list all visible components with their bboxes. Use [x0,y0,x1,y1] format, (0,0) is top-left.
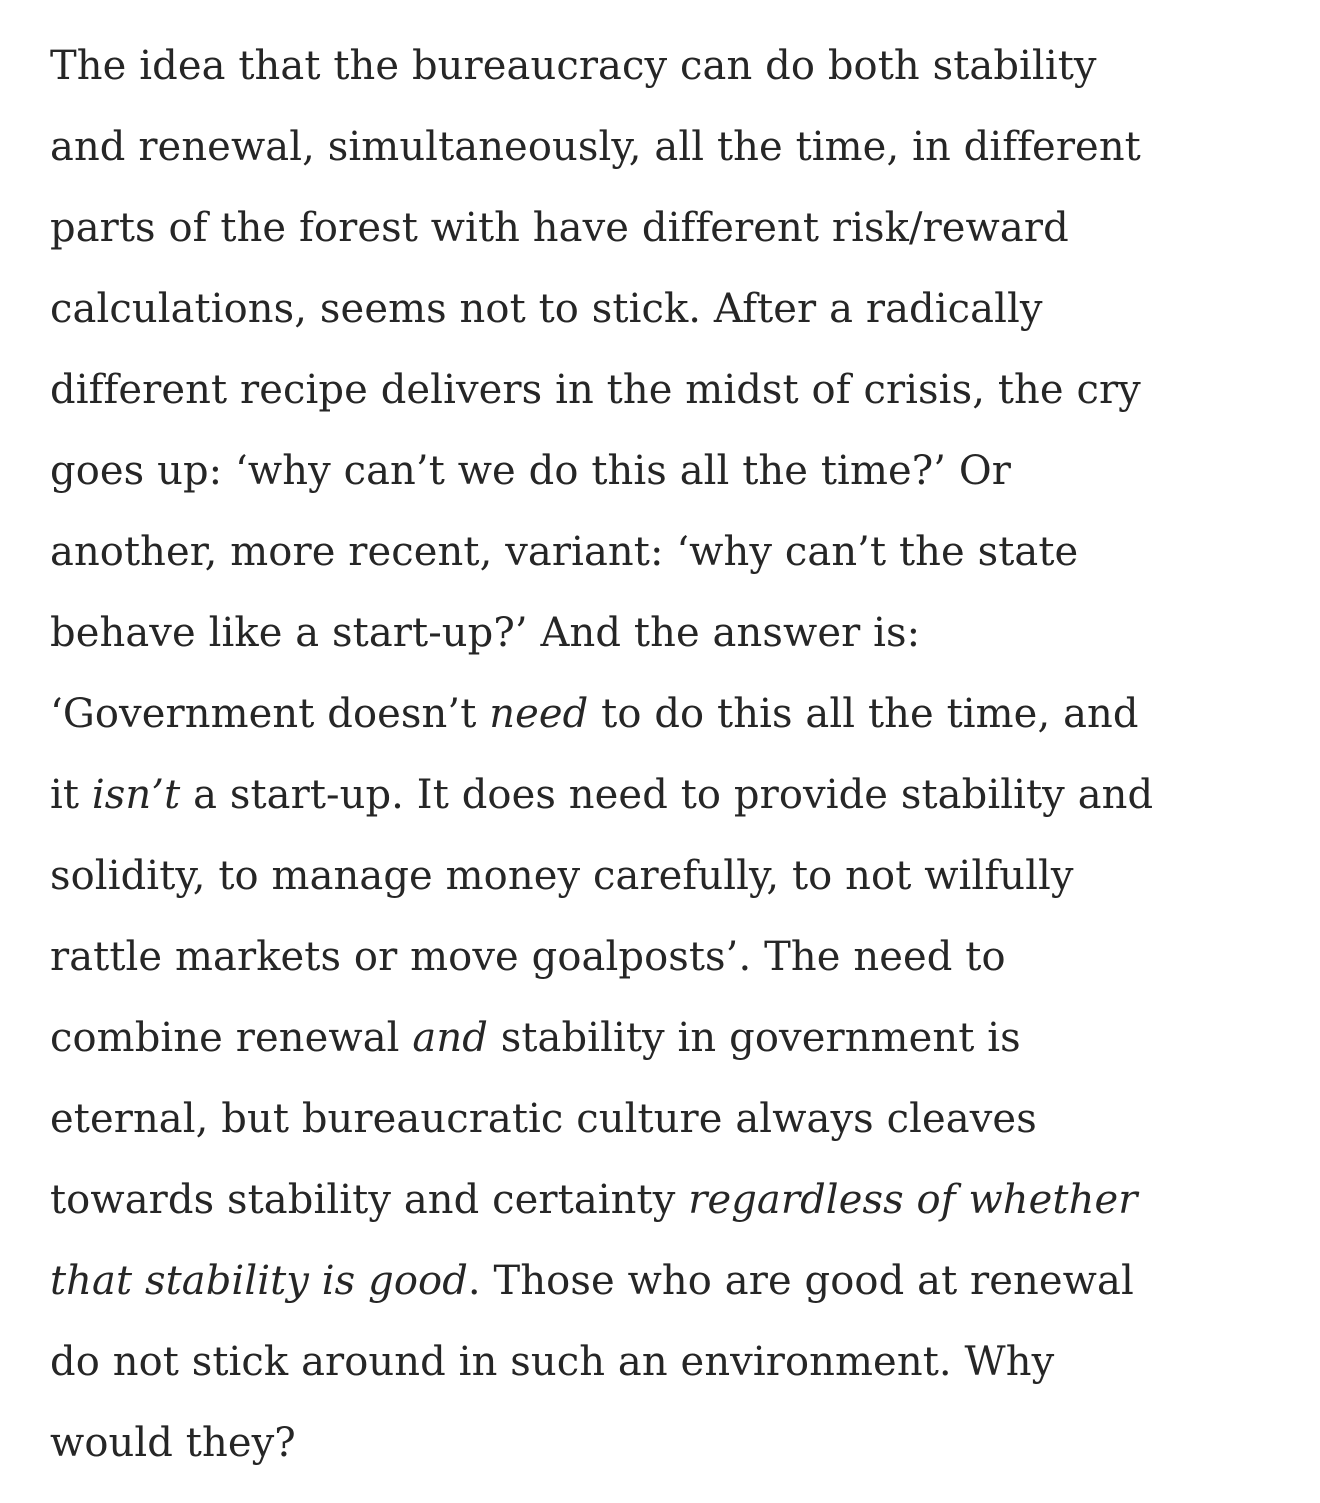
paragraph-line [50,1241,1280,1322]
text-run: parts of the forest with have different risk/reward [50,205,1069,251]
paragraph-line [50,1322,1280,1403]
text-run: rattle markets or move goalposts’. The need to [50,934,1006,980]
italic-emphasis: regardless of whether [688,1177,1138,1223]
paragraph-line [50,755,1280,836]
paragraph-line [50,188,1280,269]
text-run: ‘Government doesn’t [50,691,490,737]
paragraph-line [50,593,1280,674]
italic-emphasis: that stability is good [50,1258,468,1304]
text-run: combine renewal [50,1015,413,1061]
text-run: . Those who are good at renewal [467,1258,1134,1304]
text-run: goes up: ‘why can’t we do this all the time?’ Or [50,448,1012,494]
paragraph-line [50,1079,1280,1160]
paragraph-line [50,1160,1280,1241]
text-run: The idea that the bureaucracy can do both stability [50,43,1097,89]
text-run: would they? [50,1420,296,1466]
italic-emphasis: and [412,1015,488,1061]
text-run: stability in government is [487,1015,1021,1061]
text-run: a start-up. It does need to provide stability and [180,772,1154,818]
paragraph-line [50,431,1280,512]
text-run: another, more recent, variant: ‘why can’t the state [50,529,1079,575]
text-run: and renewal, simultaneously, all the time, in different [50,124,1141,170]
article-paragraph [50,26,1280,1484]
paragraph-line [50,998,1280,1079]
italic-emphasis: need [489,691,589,737]
paragraph-line [50,674,1280,755]
text-run: it [50,772,92,818]
text-run: solidity, to manage money carefully, to not wilfully [50,853,1074,899]
paragraph-line [50,917,1280,998]
paragraph-line [50,350,1280,431]
text-run: different recipe delivers in the midst of crisis, the cry [50,367,1141,413]
paragraph-line [50,107,1280,188]
text-run: eternal, but bureaucratic culture always cleaves [50,1096,1037,1142]
paragraph-line [50,836,1280,917]
paragraph-line [50,1403,1280,1484]
paragraph-line [50,512,1280,593]
text-run: behave like a start-up?’ And the answer is: [50,610,921,656]
italic-emphasis: isn’t [91,772,181,818]
article-body [50,26,1280,1484]
text-run: towards stability and certainty [50,1177,689,1223]
paragraph-line [50,269,1280,350]
paragraph-line [50,26,1280,107]
text-run: to do this all the time, and [588,691,1139,737]
text-run: calculations, seems not to stick. After a radically [50,286,1043,332]
text-run: do not stick around in such an environment. Why [50,1339,1055,1385]
